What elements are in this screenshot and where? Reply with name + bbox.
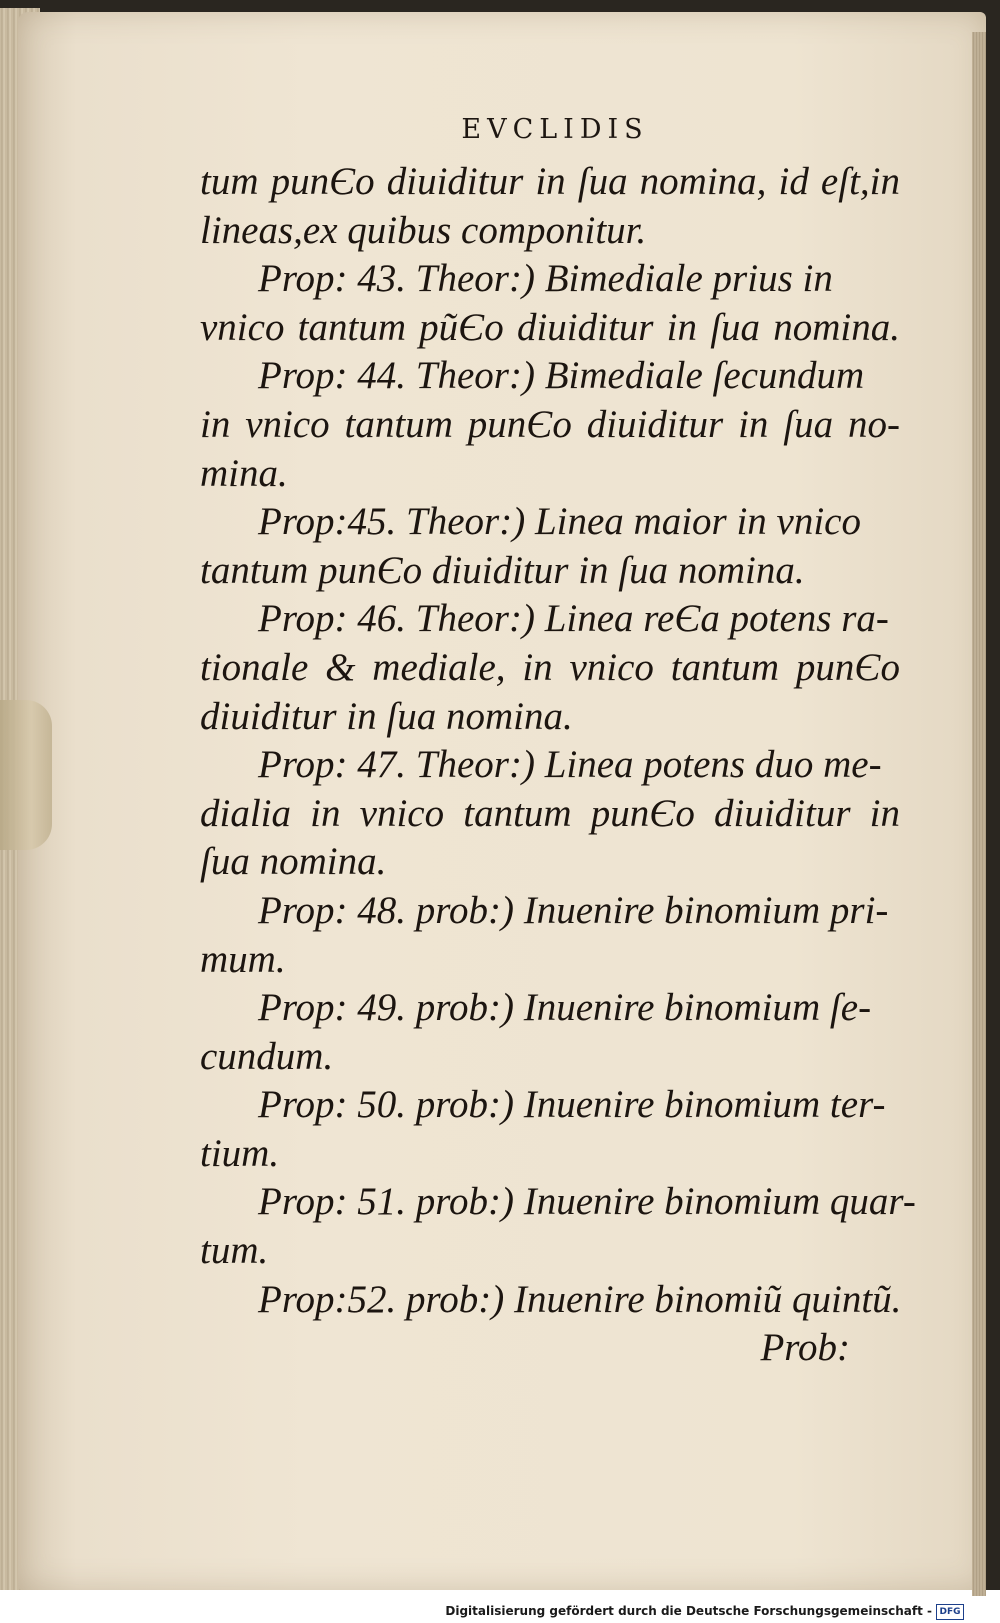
text-line: vnico tantum pũЄo diuiditur in ſua nomina. bbox=[200, 305, 900, 349]
text-line: tum. bbox=[200, 1229, 269, 1273]
text-line: diuiditur in ſua nomina. bbox=[200, 694, 573, 738]
text-line: tum punЄo diuiditur in ſua nomina, id eſt,in bbox=[200, 160, 900, 203]
text-line: dialia in vnico tantum punЄo diuiditur in bbox=[200, 791, 900, 835]
text-line: in vnico tantum punЄo diuiditur in ſua no- bbox=[200, 402, 900, 446]
text-line: mum. bbox=[200, 937, 286, 981]
text-line: Prop: 44. Theor:) Bimediale ſecundum bbox=[258, 354, 865, 398]
digitization-credit: Digitalisierung gefördert durch die Deutsche Forschungsgemeinschaft - bbox=[445, 1604, 932, 1618]
text-line: mina. bbox=[200, 451, 288, 495]
text-line: Prob: bbox=[760, 1326, 850, 1370]
text-line: Prop: 48. prob:) Inuenire binomium pri- bbox=[258, 888, 889, 932]
text-line: Prop: 49. prob:) Inuenire binomium ſe- bbox=[258, 986, 872, 1030]
text-line: Prop: 46. Theor:) Linea reЄa potens ra- bbox=[258, 597, 889, 641]
text-block bbox=[200, 158, 916, 1373]
dfg-logo: DFG bbox=[936, 1604, 964, 1620]
text-line: Prop:45. Theor:) Linea maior in vnico bbox=[258, 500, 861, 544]
text-line: cundum. bbox=[200, 1034, 334, 1078]
text-line: Prop: 43. Theor:) Bimediale prius in bbox=[258, 257, 833, 301]
text-line: tantum punЄo diuiditur in ſua nomina. bbox=[200, 548, 805, 592]
text-line: tium. bbox=[200, 1131, 280, 1175]
page-fore-edge bbox=[972, 32, 986, 1602]
text-line: Prop: 47. Theor:) Linea potens duo me- bbox=[258, 743, 882, 787]
text-line: Prop:52. prob:) Inuenire binomiũ quintũ. bbox=[258, 1277, 902, 1321]
text-line: tionale & mediale, in vnico tantum punЄo bbox=[200, 645, 900, 689]
text-line: Prop: 51. prob:) Inuenire binomium quar- bbox=[258, 1180, 916, 1224]
running-head: EVCLIDIS bbox=[461, 114, 649, 145]
text-line: lineas,ex quibus componitur. bbox=[200, 208, 647, 252]
text-line: Prop: 50. prob:) Inuenire binomium ter- bbox=[258, 1083, 886, 1127]
text-line: ſua nomina. bbox=[200, 840, 387, 884]
bookmark-ribbon bbox=[0, 700, 52, 850]
